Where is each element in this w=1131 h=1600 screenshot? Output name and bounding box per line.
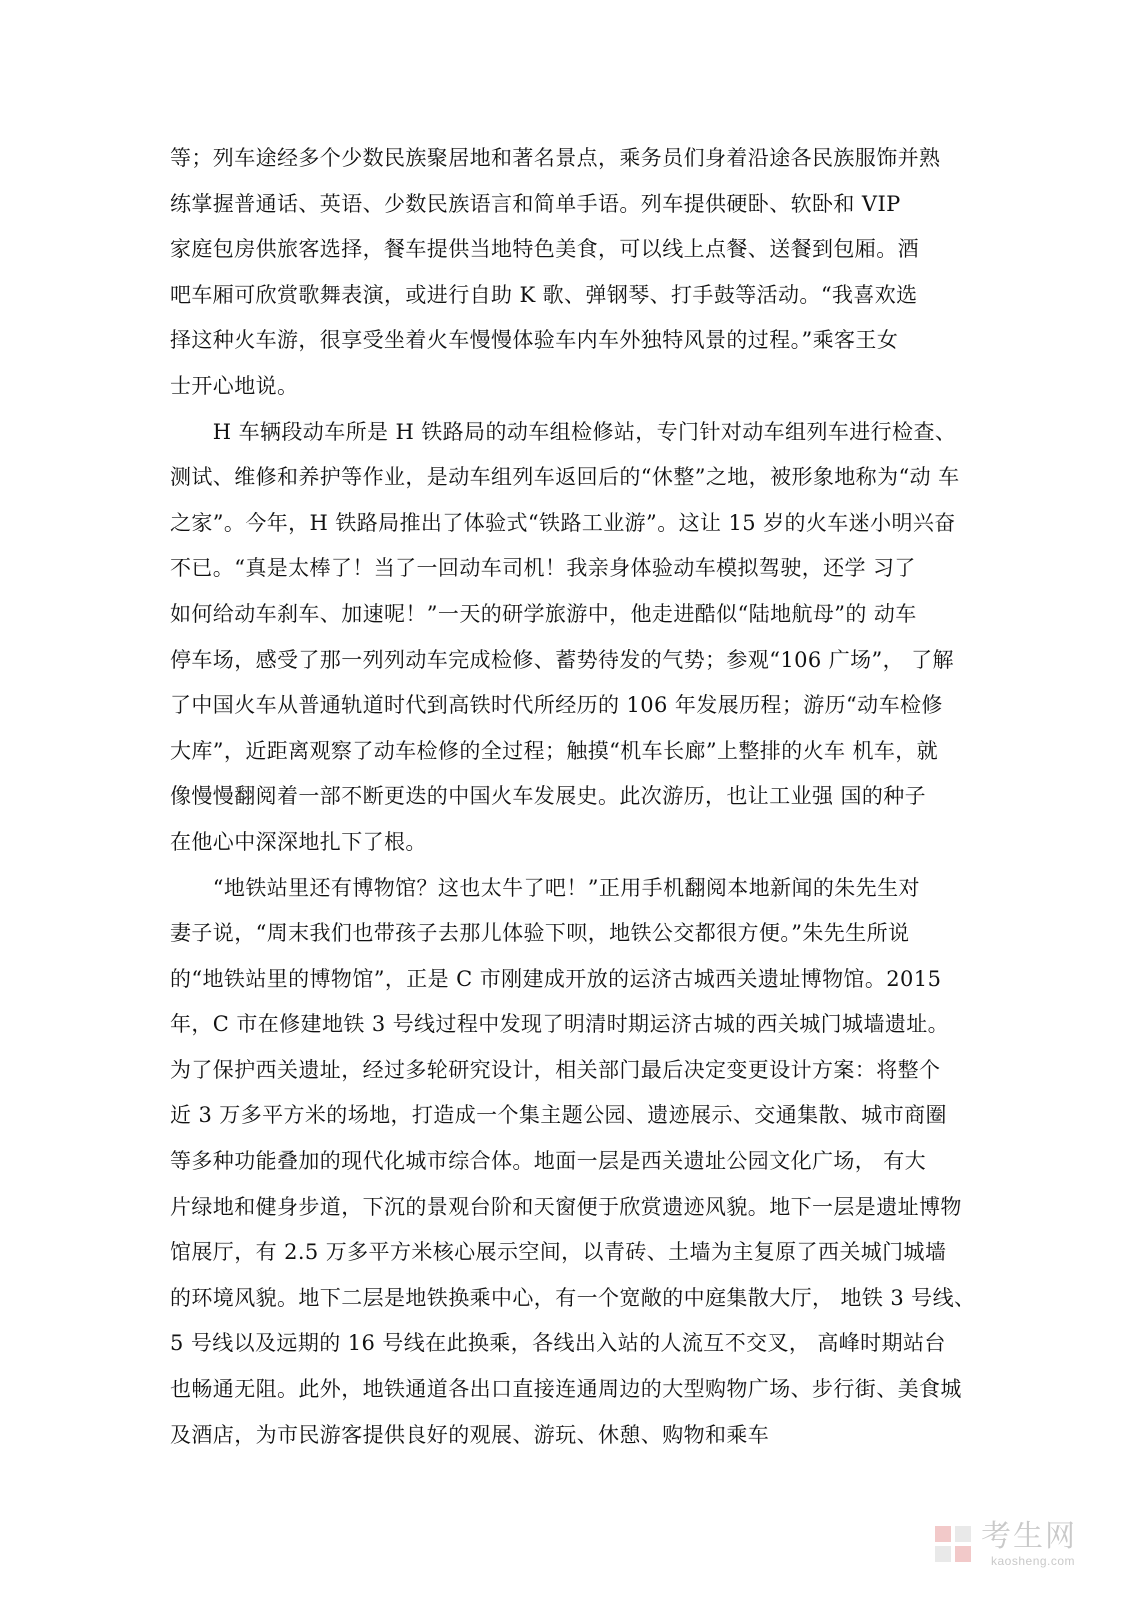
text-line: 的“地铁站里的博物馆”，正是 C 市刚建成开放的运济古城西关遗址博物馆。2015	[170, 966, 942, 991]
text-line: 在他心中深深地扎下了根。	[170, 829, 427, 854]
text-line: 像慢慢翻阅着一部不断更迭的中国火车发展史。此次游历，也让工业强 国的种子	[170, 784, 927, 809]
text-line: 练掌握普通话、英语、少数民族语言和简单手语。列车提供硬卧、软卧和 VIP	[170, 191, 901, 216]
text-line: 为了保护西关遗址，经过多轮研究设计，相关部门最后决定变更设计方案：将整个	[170, 1057, 941, 1082]
watermark-url: kaosheng.com	[991, 1554, 1076, 1568]
text-line: 测试、维修和养护等作业，是动车组列车返回后的“休整”之地，被形象地称为“动 车	[170, 465, 960, 490]
text-line: 大库”，近距离观察了动车检修的全过程；触摸“机车长廊”上整排的火车 机车，就	[170, 738, 939, 763]
text-line: 之家”。今年，H 铁路局推出了体验式“铁路工业游”。这让 15 岁的火车迷小明兴奋	[170, 510, 956, 535]
text-line: 片绿地和健身步道，下沉的景观台阶和天窗便于欣赏遗迹风貌。地下一层是遗址博物	[170, 1194, 962, 1219]
text-line: “地铁站里还有博物馆？这也太牛了吧！”正用手机翻阅本地新闻的朱先生对	[170, 875, 920, 900]
text-line: 馆展厅，有 2.5 万多平方米核心展示空间，以青砖、土墙为主复原了西关城门城墙	[170, 1240, 947, 1265]
text-line: 等多种功能叠加的现代化城市综合体。地面一层是西关遗址公园文化广场， 有大	[170, 1149, 927, 1174]
text-line: 5 号线以及远期的 16 号线在此换乘，各线出入站的人流互不交叉， 高峰时期站台	[170, 1331, 946, 1356]
article-body	[170, 136, 976, 1458]
text-line: 了中国火车从普通轨道时代到高铁时代所经历的 106 年发展历程；游历“动车检修	[170, 693, 943, 718]
text-line: 年，C 市在修建地铁 3 号线过程中发现了明清时期运济古城的西关城门城墙遗址。	[170, 1012, 950, 1037]
text-line: 等；列车途经多个少数民族聚居地和著名景点，乘务员们身着沿途各民族服饰并熟	[170, 146, 941, 170]
text-line: 妻子说，“周末我们也带孩子去那儿体验下呗，地铁公交都很方便。”朱先生所说	[170, 921, 910, 946]
text-line: 停车场，感受了那一列列动车完成检修、蓄势待发的气势；参观“106 广场”， 了解	[170, 647, 954, 672]
text-line: 士开心地说。	[170, 373, 299, 398]
text-line: 近 3 万多平方米的场地，打造成一个集主题公园、遗迹展示、交通集散、城市商圈	[170, 1103, 947, 1128]
text-line: 不已。“真是太棒了！当了一回动车司机！我亲身体验动车模拟驾驶，还学 习了	[170, 556, 916, 581]
text-line: 也畅通无阻。此外，地铁通道各出口直接连通周边的大型购物广场、步行街、美食城	[170, 1377, 962, 1402]
text-line: 择这种火车游，很享受坐着火车慢慢体验车内车外独特风景的过程。”乘客王女	[170, 328, 899, 353]
text-line: 及酒店，为市民游客提供良好的观展、游玩、休憩、购物和乘车	[170, 1422, 770, 1447]
text-line: 的环境风貌。地下二层是地铁换乘中心，有一个宽敞的中庭集散大厅， 地铁 3 号线、	[170, 1285, 976, 1310]
text-line: 如何给动车刹车、加速呢！”一天的研学旅游中，他走进酷似“陆地航母”的 动车	[170, 601, 917, 626]
text-line: 家庭包房供旅客选择，餐车提供当地特色美食，可以线上点餐、送餐到包厢。酒	[170, 237, 919, 262]
watermark-logo-icon	[933, 1524, 973, 1564]
text-line: H 车辆段动车所是 H 铁路局的动车组检修站，专门针对动车组列车进行检查、	[170, 419, 957, 444]
text-line: 吧车厢可欣赏歌舞表演，或进行自助 K 歌、弹钢琴、打手鼓等活动。“我喜欢选	[170, 282, 918, 307]
watermark	[933, 1520, 1093, 1572]
watermark-brand: 考生网	[981, 1519, 1077, 1554]
